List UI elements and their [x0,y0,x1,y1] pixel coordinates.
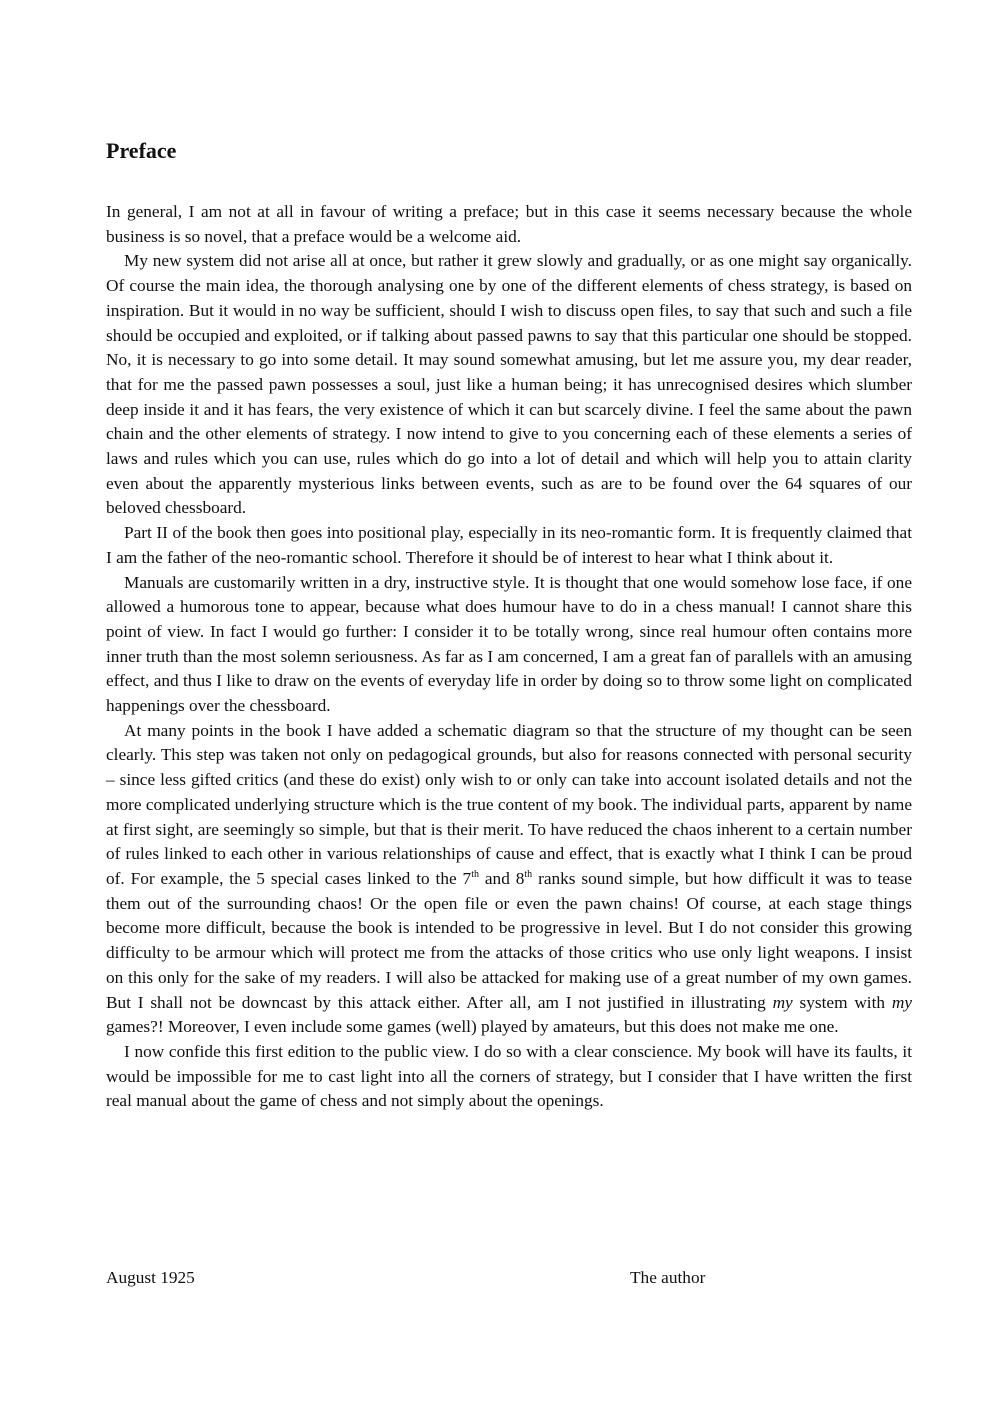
paragraph-text: Manuals are customarily written in a dry, instructive style. It is thought that one would somehow lose face, if one allowed a humorous tone to appear, because what does humour have to do in a chess manual! I cannot share this point of view. In fact I would go further: I consider it to be totally wrong, since real humour often contains more inner truth than the most solemn seriousness. As far as I am concerned, I am a great fan of parallels with an amusing effect, and thus I like to draw on the events of everyday life in order by doing so to throw some light on complicated happenings over the chessboard. [106,572,912,716]
emphasis-text: my [891,992,912,1012]
preface-body [106,200,912,1114]
paragraph-6 [106,1040,912,1114]
paragraph-3 [106,521,912,570]
signature-author: The author [630,1268,706,1287]
paragraph-text: Part II of the book then goes into positional play, especially in its neo-romantic form. It is frequently claimed that I am the father of the neo-romantic school. Therefore it should be of interest to hear what I think about it. [106,523,912,567]
superscript-ordinal: th [524,869,533,881]
paragraph-text: system with [792,992,892,1012]
signature-date: August 1925 [106,1268,195,1287]
paragraph-4 [106,571,912,719]
paragraph-text: I now confide this first edition to the public view. I do so with a clear conscience. My book will have its faults, it would be impossible for me to cast light into all the corners of strategy, but I consider that I have written the first real manual about the game of chess and not simply about the openings. [106,1041,912,1111]
paragraph-5 [106,719,912,1040]
paragraph-text: My new system did not arise all at once, but rather it grew slowly and gradually, or as one might say organically. Of course the main idea, the thorough analysing one by one of the different elements of chess strategy, is based on inspiration. But it would in no way be sufficient, should I wish to discuss open files, to say that such and such a file should be occupied and exploited, or if talking about passed pawns to say that this particular one should be stopped. No, it is necessary to go into some detail. It may sound somewhat amusing, but let me assure you, my dear reader, that for me the passed pawn possesses a soul, just like a human being; it has unrecognised desires which slumber deep inside it and it has fears, the very existence of which it can but scarcely divine. I feel the same about the pawn chain and the other elements of strategy. I now intend to give to you concerning each of these elements a series of laws and rules which you can use, rules which do go into a lot of detail and which will help you to attain clarity even about the apparently mysterious links between events, such as are to be found over the 64 squares of our beloved chessboard. [106,251,912,518]
paragraph-text: games?! Moreover, I even include some games (well) played by amateurs, but this does not make me one. [106,1017,839,1037]
emphasis-text: my [772,992,793,1012]
preface-page [106,136,912,1114]
superscript-ordinal: th [471,869,479,881]
paragraph-2 [106,249,912,521]
page-title: Preface [106,138,177,163]
paragraph-text: ranks sound simple, but how difficult it was to tease them out of the surrounding chaos! Or the open file or even the pawn chains! Of course, at each stage things become more difficult, because the book is intended to be progressive in level. But I do not consider this growing difficulty to be armour which will protect me from the attacks of those critics who use only light weapons. I insist on this only for the sake of my readers. I will also be attacked for making use of a great number of my own games. But I shall not be downcast by this attack either. After all, am I not justified in illustrating [106,868,912,1012]
paragraph-text: and 8 [478,868,525,888]
paragraph-text: In general, I am not at all in favour of writing a preface; but in this case it seems necessary because the whole business is so novel, that a preface would be a welcome aid. [106,202,912,246]
paragraph-1 [106,200,912,249]
paragraph-text: At many points in the book I have added a schematic diagram so that the structure of my thought can be seen clearly. This step was taken not only on pedagogical grounds, but also for reasons connected with personal security – since less gifted critics (and these do exist) only wish to or only can take into account isolated details and not the more complicated underlying structure which is the true content of my book. The individual parts, apparent by name at first sight, are seemingly so simple, but that is their merit. To have reduced the chaos inherent to a certain number of rules linked to each other in various relationships of cause and effect, that is exactly what I think I can be proud of. For example, the 5 special cases linked to the 7 [106,720,912,888]
